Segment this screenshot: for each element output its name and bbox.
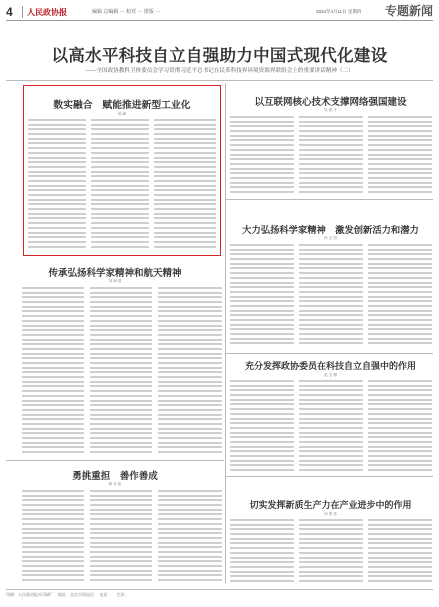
divider xyxy=(225,199,433,200)
article-body xyxy=(91,119,149,251)
article-body xyxy=(230,244,294,349)
article-byline: 杨 峰 xyxy=(117,112,127,116)
article-title: 切实发挥新质生产力在产业进步中的作用 xyxy=(249,501,412,511)
article-body xyxy=(90,287,152,457)
article-body xyxy=(154,119,216,251)
article-body xyxy=(368,519,432,586)
column-divider xyxy=(225,83,226,583)
article-body xyxy=(158,490,222,586)
divider xyxy=(225,353,433,354)
issue-date: 2024年4月11日 星期四 xyxy=(316,9,362,14)
editor-info: 编辑 总编辑 ··· 校对 ··· 排版 ··· xyxy=(92,9,161,15)
article-title: 传承弘扬科学家精神和航天精神 xyxy=(48,268,182,279)
masthead-logo: 人民政协报 xyxy=(22,6,67,18)
article-body xyxy=(299,380,363,474)
article-byline: 何 建 伟 xyxy=(324,512,337,516)
article-body xyxy=(368,380,432,474)
article-byline: 刘 海 建 xyxy=(108,279,122,283)
article-body xyxy=(22,490,84,586)
article-body xyxy=(299,519,363,586)
article-title: 大力弘扬科学家精神 激发创新活力和潜力 xyxy=(242,225,419,236)
article-body xyxy=(22,287,84,457)
divider xyxy=(6,589,433,590)
article-byline: 孙 宝 国 xyxy=(324,236,337,240)
article-title: 数实融合 赋能推进新型工业化 xyxy=(53,100,191,111)
divider xyxy=(6,460,224,461)
article-title: 勇挑重担 善作善成 xyxy=(72,471,158,482)
article-title: 以互联网核心技术支撑网络强国建设 xyxy=(254,97,407,108)
article-byline: 林 本 铭 xyxy=(108,482,122,486)
article-body xyxy=(90,490,152,586)
page-footer: 印刷：人民政协报社印刷厂 地址：北京市海淀区· 电话：· 定价：· xyxy=(6,592,130,597)
article-byline: 赵 宝 钢 xyxy=(324,373,337,377)
page-headline: 以高水平科技自立自强助力中国式现代化建设 xyxy=(51,46,388,65)
article-body xyxy=(230,519,294,586)
article-byline: 吴 建 平 xyxy=(324,108,337,112)
article-body xyxy=(28,119,86,251)
page-subheadline: ——全国政协教科卫体委员会学习贯彻习近平总书记在民革科技界环境资源界联组会上的重要讲话精神（二） xyxy=(85,68,354,74)
article-title: 充分发挥政协委员在科技自立自强中的作用 xyxy=(244,362,416,372)
article-body xyxy=(230,116,294,196)
section-tag: 专题新闻 xyxy=(384,4,433,18)
article-body xyxy=(299,116,363,196)
page-number: 4 xyxy=(6,5,13,19)
article-body xyxy=(158,287,222,457)
article-body xyxy=(368,244,432,349)
divider xyxy=(6,80,433,81)
page-header xyxy=(6,4,433,21)
divider xyxy=(225,476,433,477)
article-body xyxy=(368,116,432,196)
article-body xyxy=(299,244,363,349)
article-body xyxy=(230,380,294,474)
